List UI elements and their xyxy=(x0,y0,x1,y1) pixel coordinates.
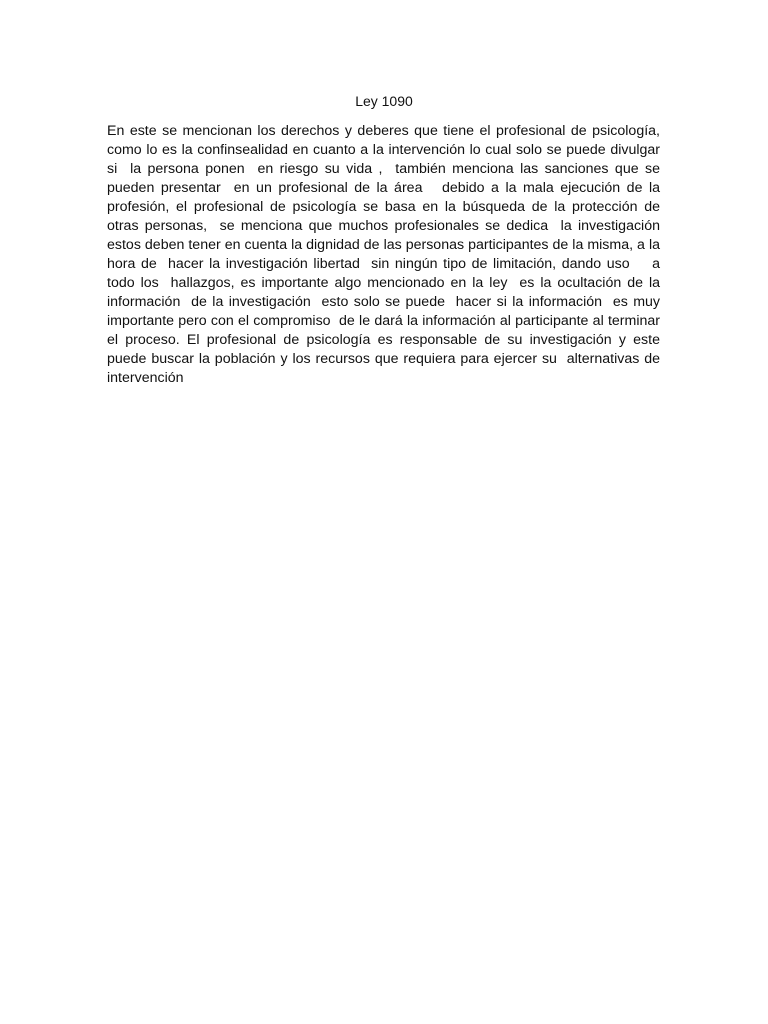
document-body-paragraph: En este se mencionan los derechos y deberes que tiene el profesional de psicología, como lo es la confinsealidad en cuanto a la intervención lo cual solo se puede divulgar si la persona ponen en riesgo su vida , también menciona las sanciones que se pueden presentar en un profesional de la área debido a la mala ejecución de la profesión, el profesional de psicología se basa en la búsqueda de la protección de otras personas, se menciona que muchos profesionales se dedica la investigación estos deben tener en cuenta la dignidad de las personas participantes de la misma, a la hora de hacer la investigación libertad sin ningún tipo de limitación, dando uso a todo los hallazgos, es importante algo mencionado en la ley es la ocultación de la información de la investigación esto solo se puede hacer si la información es muy importante pero con el compromiso de le dará la información al participante al terminar el proceso. El profesional de psicología es responsable de su investigación y este puede buscar la población y los recursos que requiera para ejercer su alternativas de intervención xyxy=(107,123,672,386)
document-title: Ley 1090 xyxy=(355,93,413,109)
